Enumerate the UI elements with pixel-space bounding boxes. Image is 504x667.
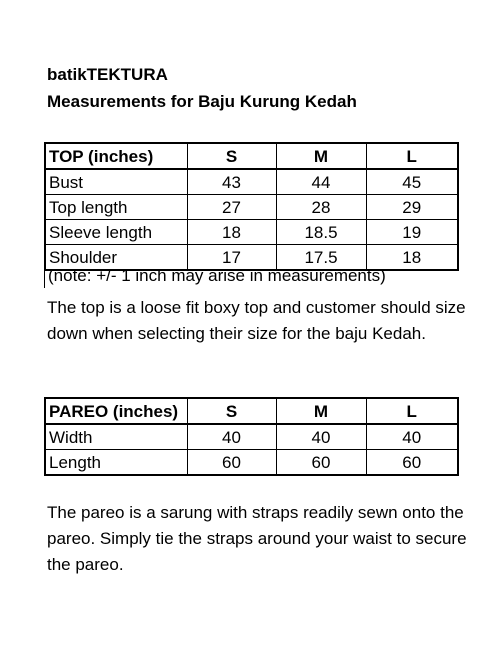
top-description: The top is a loose fit boxy top and customer should size down when selecting their size for the baju Kedah. [47, 298, 466, 343]
measurement-note: (note: +/- 1 inch may arise in measurements) [44, 264, 386, 288]
column-header: L [366, 143, 458, 169]
column-header: M [276, 398, 366, 424]
table-cell: 40 [366, 424, 458, 450]
column-header: L [366, 398, 458, 424]
table-cell: 17 [187, 245, 276, 271]
table-cell: 60 [187, 450, 276, 476]
row-label: Width [45, 424, 187, 450]
table-cell: 45 [366, 169, 458, 195]
column-header: M [276, 143, 366, 169]
table-cell: 44 [276, 169, 366, 195]
table-cell: 17.5 [276, 245, 366, 271]
pareo-description: The pareo is a sarung with straps readily sewn onto the pareo. Simply tie the straps around your waist to secure the pareo. [47, 503, 467, 574]
table-cell: 18 [366, 245, 458, 271]
column-header: TOP (inches) [45, 143, 187, 169]
brand-name: batikTEKTURA [47, 65, 168, 84]
row-label: Sleeve length [45, 220, 187, 245]
pareo-measurements-table [44, 397, 459, 476]
row-label: Top length [45, 195, 187, 220]
table-cell: 18.5 [276, 220, 366, 245]
table-row [45, 424, 458, 450]
top-measurements-table [44, 142, 459, 271]
table-row [45, 450, 458, 476]
table-cell: 40 [187, 424, 276, 450]
row-label: Bust [45, 169, 187, 195]
table-row [45, 220, 458, 245]
table-cell: 40 [276, 424, 366, 450]
table-cell: 60 [366, 450, 458, 476]
column-header: PAREO (inches) [45, 398, 187, 424]
column-header: S [187, 143, 276, 169]
table-cell: 29 [366, 195, 458, 220]
table-cell: 18 [187, 220, 276, 245]
table-cell: 43 [187, 169, 276, 195]
table-row [45, 169, 458, 195]
table-row [45, 195, 458, 220]
column-header: S [187, 398, 276, 424]
table-header-row [45, 398, 458, 424]
table-cell: 28 [276, 195, 366, 220]
table-cell: 60 [276, 450, 366, 476]
page-title: Measurements for Baju Kurung Kedah [47, 92, 357, 111]
table-cell: 27 [187, 195, 276, 220]
table-header-row [45, 143, 458, 169]
row-label: Length [45, 450, 187, 476]
row-label: Shoulder [45, 245, 187, 271]
table-cell: 19 [366, 220, 458, 245]
